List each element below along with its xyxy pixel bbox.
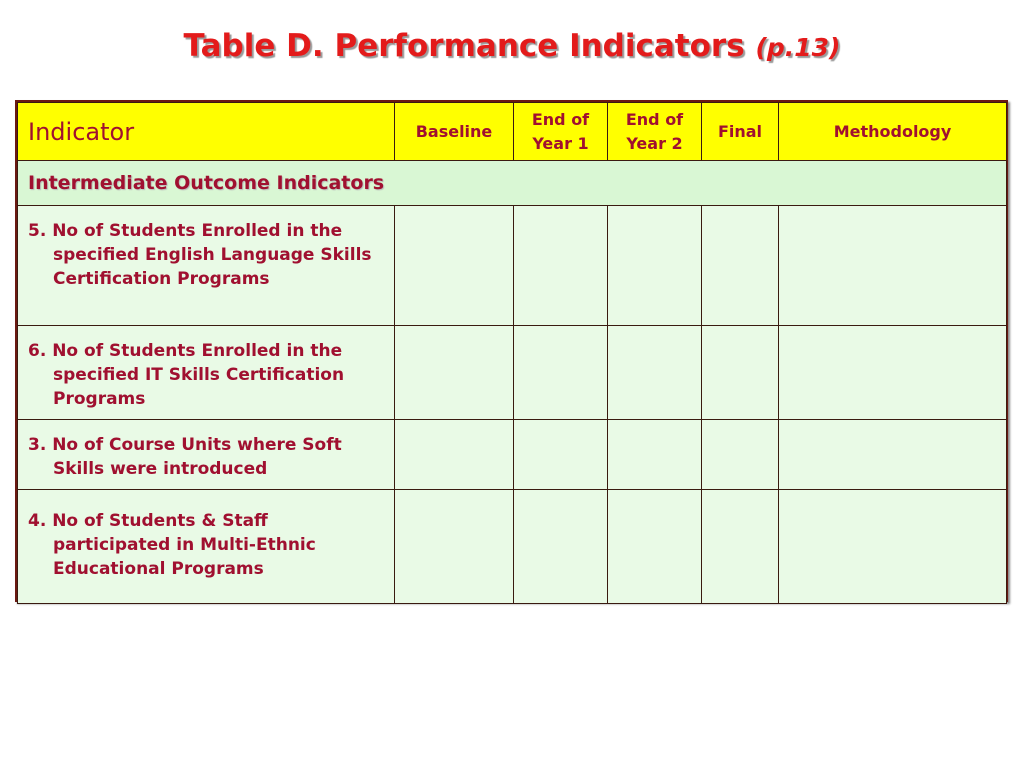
methodology-cell <box>779 420 1007 490</box>
final-cell <box>702 420 779 490</box>
baseline-cell <box>395 206 514 326</box>
indicator-cell <box>18 490 395 604</box>
year1-cell <box>514 490 608 604</box>
baseline-cell <box>395 420 514 490</box>
final-cell <box>702 490 779 604</box>
baseline-cell <box>395 326 514 420</box>
table-row <box>18 420 1007 490</box>
header-end-of-year-2-line2: Year 2 <box>626 133 683 153</box>
year1-cell <box>514 326 608 420</box>
indicator-text: 5. No of Students Enrolled in the specified English Language Skills Certification Programs <box>28 221 372 289</box>
performance-indicators-table <box>15 100 1008 602</box>
header-final: Final <box>702 103 779 161</box>
header-end-of-year-1 <box>514 103 608 161</box>
year2-cell <box>608 490 702 604</box>
final-cell <box>702 326 779 420</box>
methodology-cell <box>779 490 1007 604</box>
table-row <box>18 490 1007 604</box>
methodology-cell <box>779 326 1007 420</box>
title-text: Table D. Performance Indicators <box>183 28 745 64</box>
year1-cell <box>514 206 608 326</box>
indicator-cell <box>18 420 395 490</box>
header-end-of-year-2-line1: End of <box>625 109 684 129</box>
page-title <box>0 28 1024 64</box>
baseline-cell <box>395 490 514 604</box>
final-cell <box>702 206 779 326</box>
header-end-of-year-1-line1: End of <box>531 109 590 129</box>
year2-cell <box>608 326 702 420</box>
year2-cell <box>608 420 702 490</box>
page-reference: (p.13) <box>755 33 841 62</box>
table-header-row <box>18 103 1007 161</box>
header-methodology: Methodology <box>779 103 1007 161</box>
header-end-of-year-2 <box>608 103 702 161</box>
indicator-text: 6. No of Students Enrolled in the specified IT Skills Certification Programs <box>28 341 345 409</box>
methodology-cell <box>779 206 1007 326</box>
header-indicator: Indicator <box>18 103 395 161</box>
year1-cell <box>514 420 608 490</box>
indicator-cell <box>18 206 395 326</box>
section-row <box>18 161 1007 206</box>
indicator-text: 3. No of Course Units where Soft Skills were introduced <box>28 435 342 479</box>
table-row <box>18 206 1007 326</box>
table-row <box>18 326 1007 420</box>
section-title: Intermediate Outcome Indicators <box>18 161 1007 206</box>
indicator-text: 4. No of Students & Staff participated in Multi-Ethnic Educational Programs <box>28 510 316 579</box>
header-end-of-year-1-line2: Year 1 <box>532 133 589 153</box>
year2-cell <box>608 206 702 326</box>
header-baseline: Baseline <box>395 103 514 161</box>
indicator-cell <box>18 326 395 420</box>
